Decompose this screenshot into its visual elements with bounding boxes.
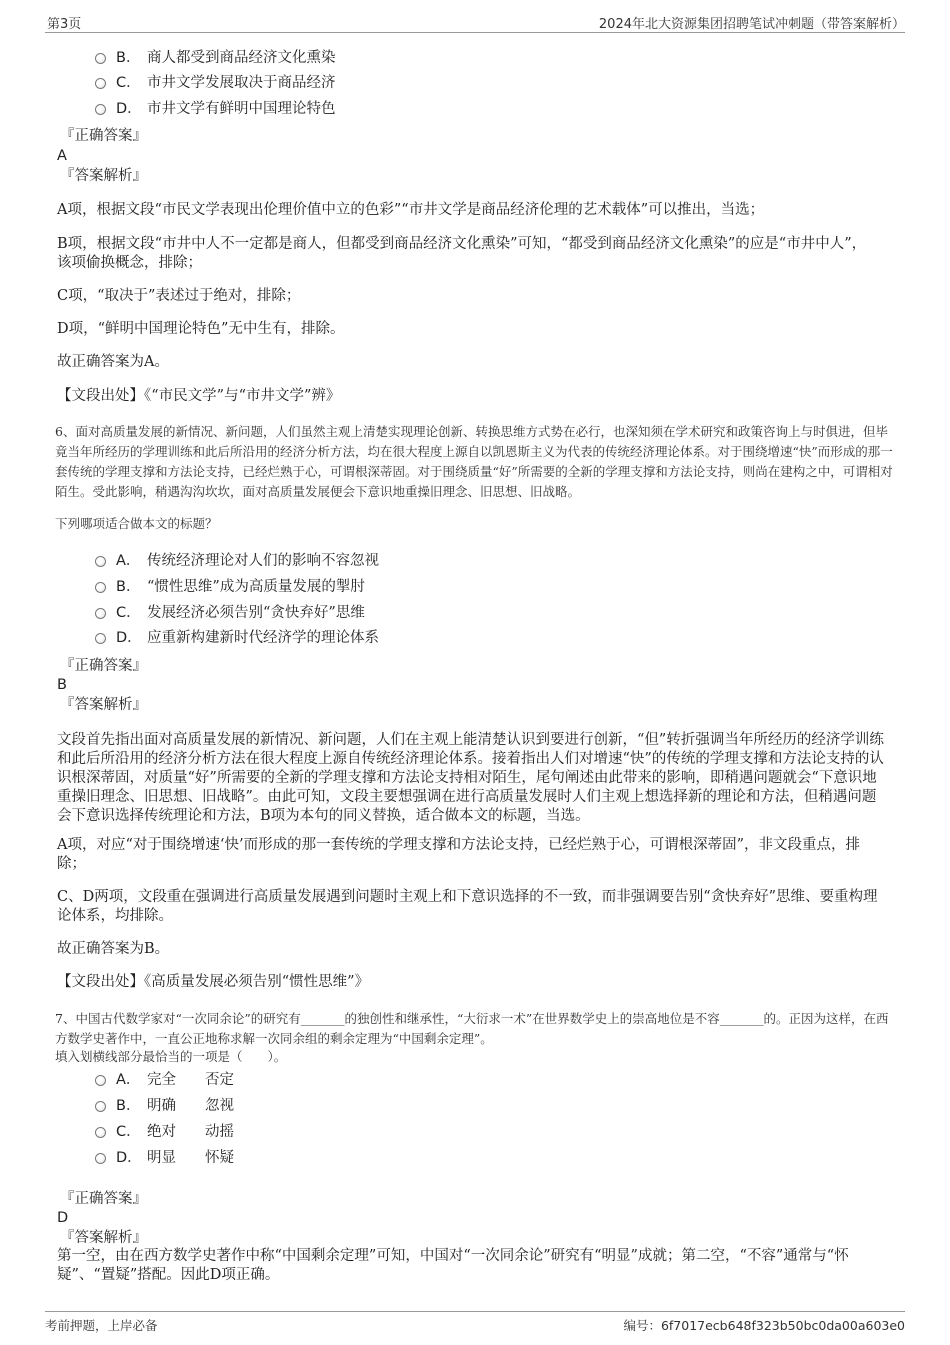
radio-icon[interactable] [95, 633, 106, 644]
q5-option-d[interactable]: D． 市井文学有鲜明中国理论特色 [95, 99, 336, 119]
q7-answer: D [57, 1210, 69, 1226]
q6-option-b[interactable]: B． “惯性思维”成为高质量发展的掣肘 [95, 577, 365, 597]
page-footer [45, 1311, 905, 1336]
q7-option-a[interactable]: A． 完全 否定 [95, 1070, 234, 1090]
q5-source: 【文段出处】《“市民文学”与“市井文学”辨》 [57, 388, 341, 404]
q7-stem: 7、中国古代数学家对“一次同余论”的研究有_______的独创性和继承性，“大衍求一术”在世界数学史上的崇高地位是不容_______的。正因为这样，在西方数学史著作中，一直公正地称求解一次同余组的剩余定理为“中国剩余定理”。 [55, 1011, 889, 1046]
radio-icon[interactable] [95, 104, 106, 115]
q7-option-d[interactable]: D． 明显 怀疑 [95, 1148, 234, 1168]
q6-answer: B [57, 677, 67, 693]
q5-analysis-d: D项，“鲜明中国理论特色”无中生有，排除。 [57, 321, 345, 337]
radio-icon[interactable] [95, 1153, 106, 1164]
q5-answer-label: 『正确答案』 [60, 128, 147, 144]
radio-icon[interactable] [95, 556, 106, 567]
q6-question: 下列哪项适合做本文的标题？ [55, 516, 218, 531]
q7-answer-label: 『正确答案』 [60, 1191, 147, 1207]
q5-analysis-c: C项，“取决于”表述过于绝对，排除； [57, 288, 301, 304]
q5-answer: A [57, 148, 67, 164]
footer-slogan: 考前押题，上岸必备 [45, 1318, 158, 1333]
q5-conclusion: 故正确答案为A。 [57, 354, 169, 370]
q6-stem: 6、面对高质量发展的新情况、新问题，人们虽然主观上清楚实现理论创新、转换思维方式势在必行，也深知须在学术研究和政策咨询上与时俱进，但毕竟当年所经历的学理训练和此后所沿用的经济分析方法，均在很大程度上源自以凯恩斯主义为代表的传统经济理论体系。对于围绕增速“快”而形成的那一套传统的学理支撑和方法论支持，已经烂熟于心，可谓根深蒂固。对于围绕质量“好”所需要的全新的学理支撑和方法论支持，则尚在建构之中，可谓相对陌生。受此影响，稍遇沟沟坎坎，面对高质量发展便会下意识地重操旧理念、旧思想、旧战略。 [55, 424, 893, 499]
q6-analysis-label: 『答案解析』 [60, 697, 147, 713]
radio-icon[interactable] [95, 1101, 106, 1112]
document-title: 2024年北大资源集团招聘笔试冲刺题（带答案解析） [598, 17, 905, 32]
page-number: 第3页 [47, 17, 82, 32]
q7-analysis: 第一空，由在西方数学史著作中称“中国剩余定理”可知，中国对“一次同余论”研究有“明显”成就；第二空，“不容”通常与“怀疑”、“置疑”搭配。因此D项正确。 [57, 1248, 849, 1283]
q7-option-b[interactable]: B． 明确 忽视 [95, 1096, 234, 1116]
radio-icon[interactable] [95, 608, 106, 619]
q6-option-c[interactable]: C． 发展经济必须告别“贪快弃好”思维 [95, 603, 365, 623]
page-header [45, 10, 905, 33]
q6-analysis-main: 文段首先指出面对高质量发展的新情况、新问题，人们在主观上能清楚认识到要进行创新，“但”转折强调当年所经历的经济学训练和此后所沿用的经济分析方法在很大程度上源自传统经济理论体系。接着指出人们对增速“快”的传统的学理支撑和方法论支持的认识根深蒂固，对质量“好”所需要的全新的学理支撑和方法论支持相对陌生，尾句阐述由此带来的影响，即稍遇问题就会“下意识地重操旧理念、旧思想、旧战略”。由此可知，文段主要想强调在进行高质量发展时人们主观上想选择新的理论和方法，但稍遇问题会下意识选择传统理论和方法，B项为本句的同义替换，适合做本文的标题，当选。 [57, 732, 884, 824]
q7-option-c[interactable]: C． 绝对 动摇 [95, 1122, 234, 1142]
q7-analysis-label: 『答案解析』 [60, 1230, 147, 1246]
radio-icon[interactable] [95, 53, 106, 64]
q6-analysis-a: A项，对应“对于围绕增速‘快’而形成的那一套传统的学理支撑和方法论支持，已经烂熟于心，可谓根深蒂固”，非文段重点，排除； [57, 837, 861, 872]
q5-option-c[interactable]: C． 市井文学发展取决于商品经济 [95, 73, 336, 93]
radio-icon[interactable] [95, 78, 106, 89]
q7-question: 填入划横线部分最恰当的一项是（ ）。 [55, 1049, 287, 1064]
document-code: 编号：6f7017ecb648f323b50bc0da00a603e0 [623, 1318, 905, 1333]
q6-analysis-cd: C、D两项，文段重在强调进行高质量发展遇到问题时主观上和下意识选择的不一致，而非强调要告别“贪快弃好”思维、要重构理论体系，均排除。 [57, 889, 878, 924]
q6-conclusion: 故正确答案为B。 [57, 941, 170, 957]
q6-option-d[interactable]: D． 应重新构建新时代经济学的理论体系 [95, 628, 379, 648]
radio-icon[interactable] [95, 582, 106, 593]
radio-icon[interactable] [95, 1127, 106, 1138]
q6-source: 【文段出处】《高质量发展必须告别“惯性思维”》 [57, 974, 370, 990]
q5-analysis-a: A项，根据文段“市民文学表现出伦理价值中立的色彩”“市井文学是商品经济伦理的艺术载体”可以推出，当选； [57, 202, 765, 218]
radio-icon[interactable] [95, 1075, 106, 1086]
q5-option-b[interactable]: B． 商人都受到商品经济文化熏染 [95, 48, 336, 68]
q5-analysis-label: 『答案解析』 [60, 168, 147, 184]
q6-option-a[interactable]: A． 传统经济理论对人们的影响不容忽视 [95, 551, 379, 571]
q6-answer-label: 『正确答案』 [60, 658, 147, 674]
q5-analysis-b: B项，根据文段“市井中人不一定都是商人，但都受到商品经济文化熏染”可知，“都受到商品经济文化熏染”的应是“市井中人”，该项偷换概念，排除； [57, 236, 867, 271]
